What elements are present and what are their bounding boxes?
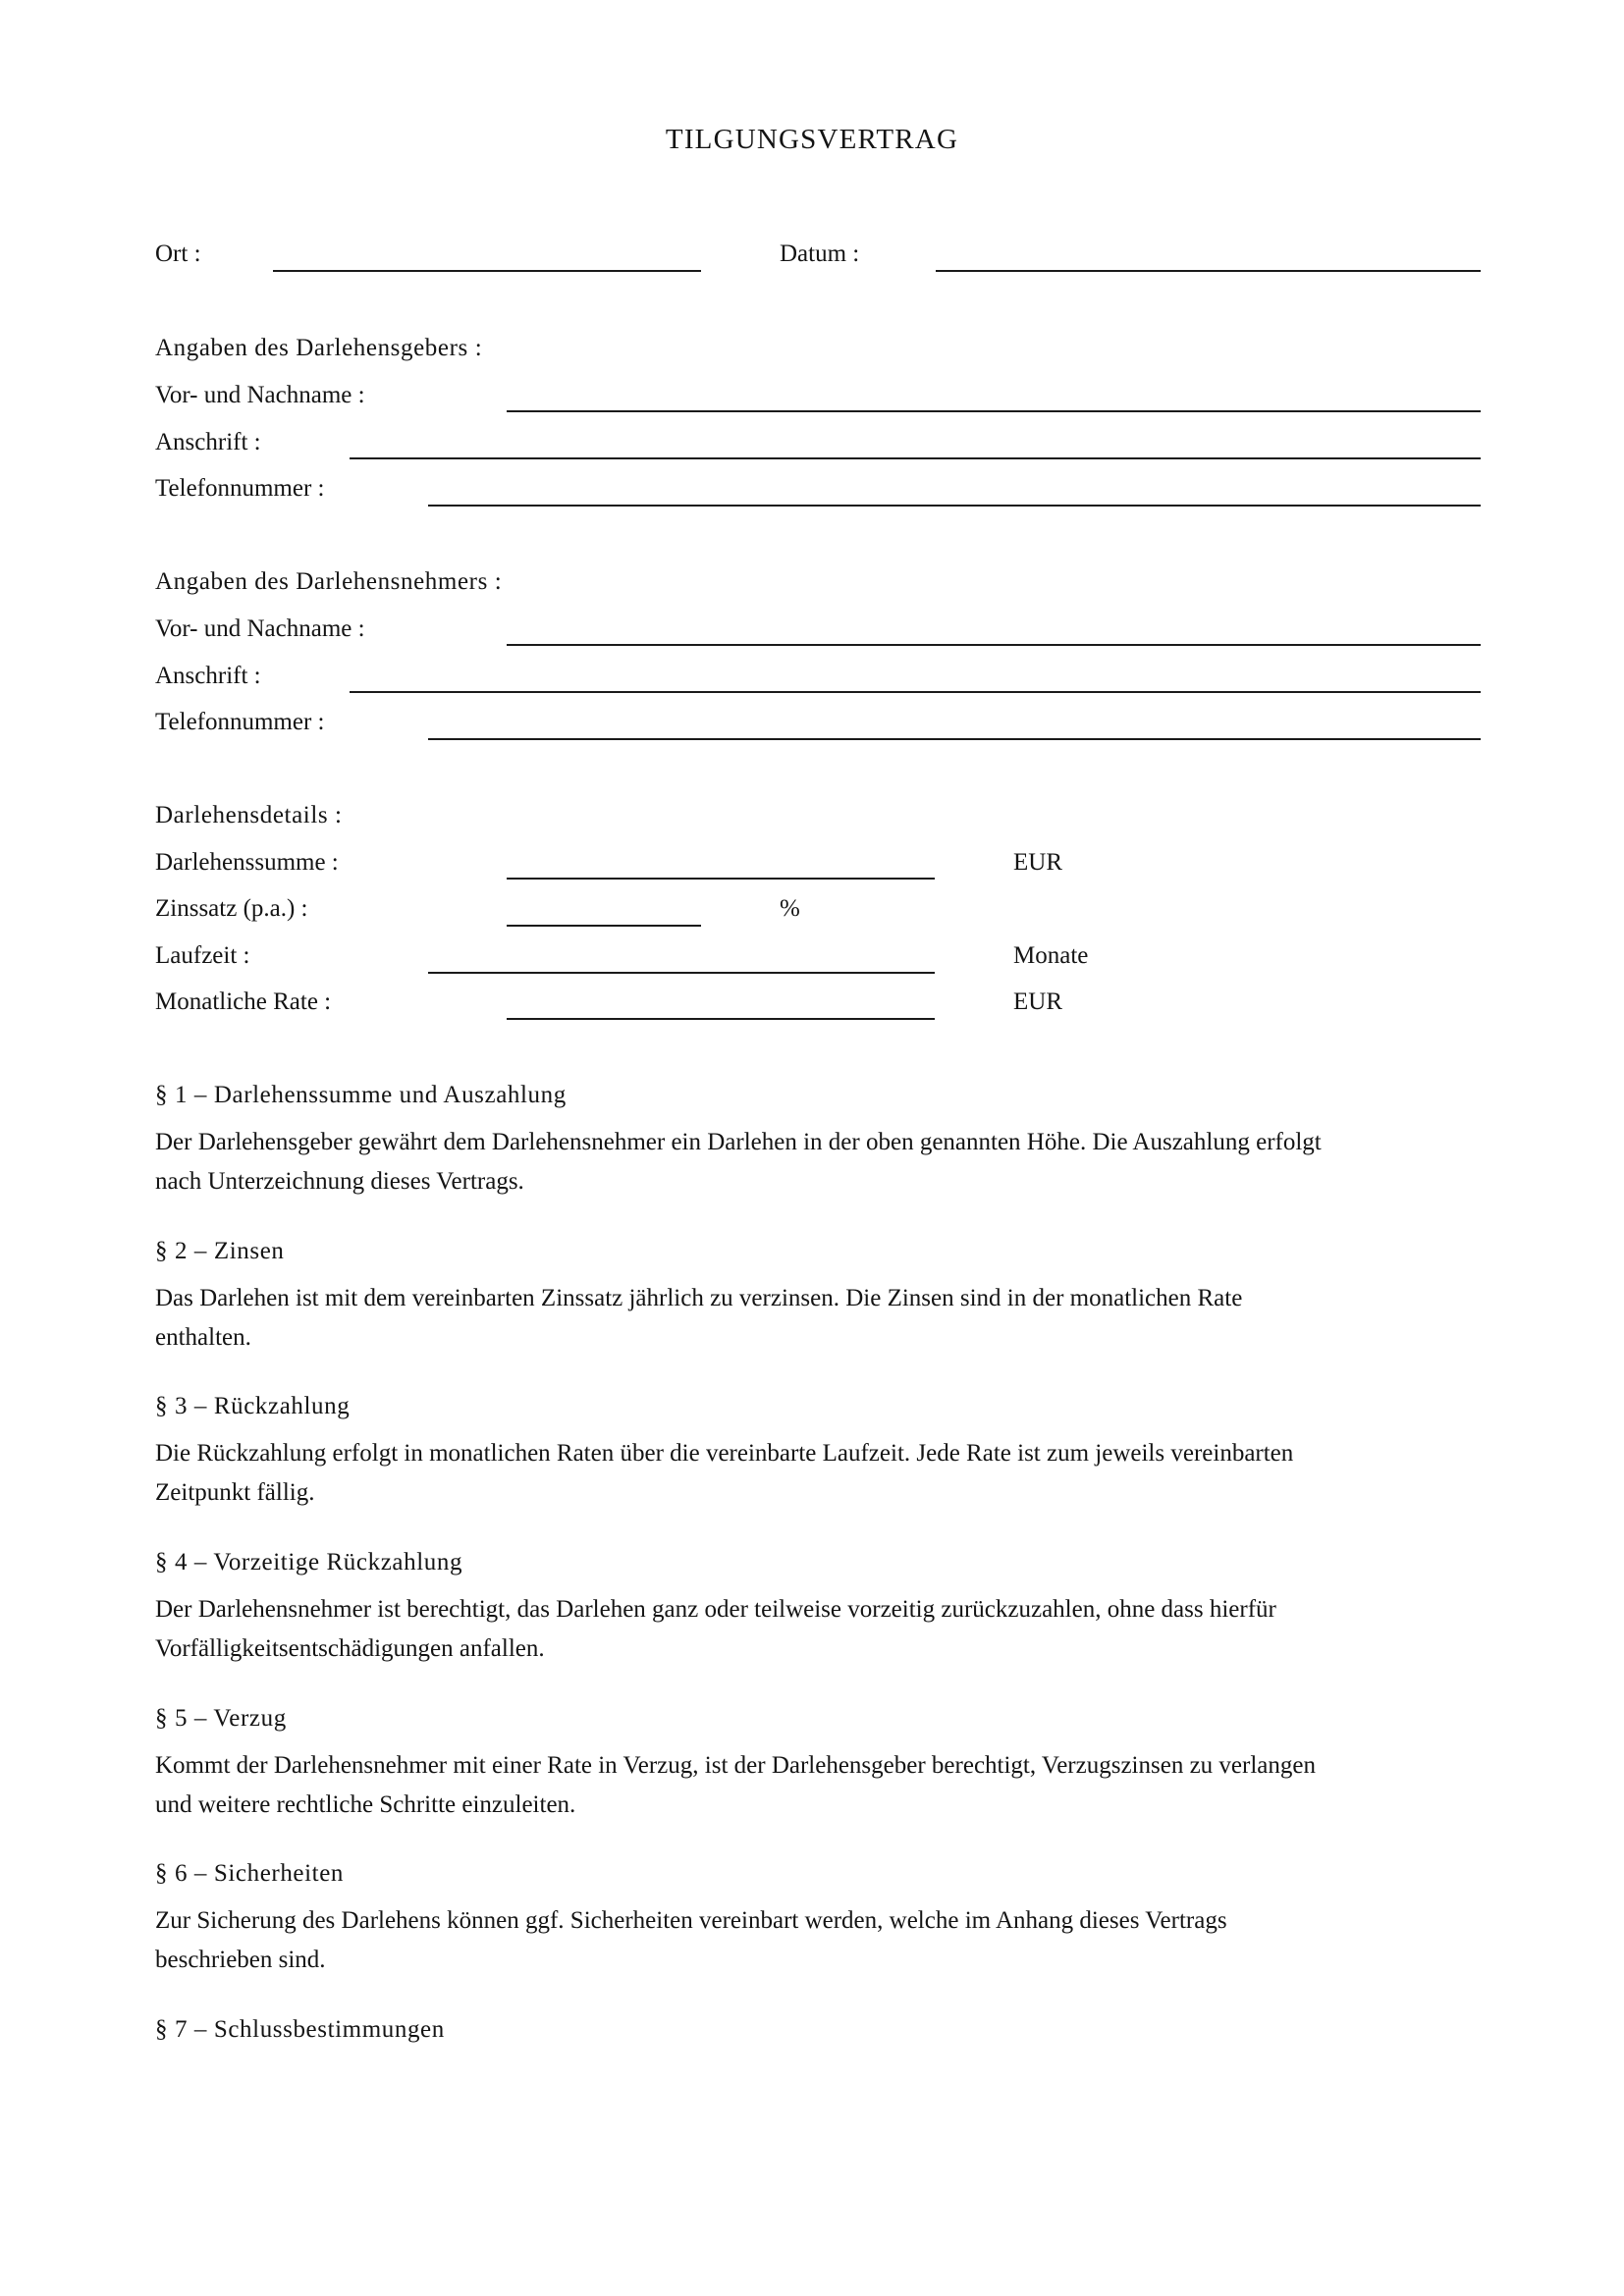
lender-phone-field[interactable] — [428, 505, 1481, 507]
borrower-address-field[interactable] — [350, 691, 1481, 693]
section-text-line: Kommt der Darlehensnehmer mit einer Rate in Verzug, ist der Darlehensgeber berechtigt, Verzugszinsen zu verlangen — [155, 1752, 1316, 1779]
borrower-name-label: Vor- und Nachname : — [155, 615, 365, 642]
monthly-installment-field[interactable] — [507, 1018, 935, 1020]
date-label: Datum : — [780, 240, 860, 267]
section-text-line: und weitere rechtliche Schritte einzuleiten. — [155, 1791, 576, 1818]
section-text-line: beschrieben sind. — [155, 1947, 326, 1973]
lender-address-label: Anschrift : — [155, 429, 261, 455]
section-heading: § 5 – Verzug — [155, 1705, 287, 1732]
place-field[interactable] — [273, 270, 701, 272]
section-text-line: Vorfälligkeitsentschädigungen anfallen. — [155, 1635, 545, 1662]
loan-amount-label: Darlehenssumme : — [155, 849, 339, 876]
section-body — [155, 1590, 1481, 1669]
section-heading: § 6 – Sicherheiten — [155, 1860, 345, 1887]
section-text-line: nach Unterzeichnung dieses Vertrags. — [155, 1168, 524, 1195]
section-heading: § 1 – Darlehenssumme und Auszahlung — [155, 1082, 567, 1108]
loan-details-heading: Darlehensdetails : — [155, 802, 343, 828]
monthly-installment-label: Monatliche Rate : — [155, 988, 332, 1015]
lender-address-field[interactable] — [350, 457, 1481, 459]
interest-rate-label: Zinssatz (p.a.) : — [155, 895, 308, 922]
section-body — [155, 1901, 1481, 1980]
section-text-line: enthalten. — [155, 1324, 251, 1351]
loan-amount-field[interactable] — [507, 878, 935, 880]
lender-phone-label: Telefonnummer : — [155, 475, 325, 502]
section-text-line: Das Darlehen ist mit dem vereinbarten Zinssatz jährlich zu verzinsen. Die Zinsen sind in der monatlichen Rate — [155, 1285, 1243, 1311]
borrower-phone-label: Telefonnummer : — [155, 709, 325, 735]
term-label: Laufzeit : — [155, 942, 250, 969]
loan-amount-unit: EUR — [1013, 849, 1062, 876]
section-body — [155, 1746, 1481, 1825]
section-heading: § 3 – Rückzahlung — [155, 1393, 351, 1419]
interest-rate-field[interactable] — [507, 925, 701, 927]
section-text-line: Zur Sicherung des Darlehens können ggf. Sicherheiten vereinbart werden, welche im Anhang dieses Vertrags — [155, 1907, 1227, 1934]
monthly-installment-unit: EUR — [1013, 988, 1062, 1015]
section-heading: § 7 – Schlussbestimmungen — [155, 2016, 445, 2043]
term-unit: Monate — [1013, 942, 1089, 969]
section-body — [155, 1434, 1481, 1513]
term-field[interactable] — [428, 972, 935, 974]
section-text-line: Der Darlehensnehmer ist berechtigt, das Darlehen ganz oder teilweise vorzeitig zurückzuzahlen, ohne dass hierfür — [155, 1596, 1276, 1623]
section-body — [155, 1123, 1481, 1201]
section-heading: § 4 – Vorzeitige Rückzahlung — [155, 1549, 463, 1575]
interest-rate-unit: % — [780, 895, 800, 922]
section-text-line: Die Rückzahlung erfolgt in monatlichen Raten über die vereinbarte Laufzeit. Jede Rate ist zum jeweils vereinbarten — [155, 1440, 1294, 1467]
section-body — [155, 1279, 1481, 1358]
borrower-heading: Angaben des Darlehensnehmers : — [155, 568, 503, 595]
document-title: TILGUNGSVERTRAG — [665, 124, 959, 155]
section-text-line: Zeitpunkt fällig. — [155, 1479, 315, 1506]
borrower-name-field[interactable] — [507, 644, 1481, 646]
date-field[interactable] — [936, 270, 1481, 272]
borrower-phone-field[interactable] — [428, 738, 1481, 740]
section-heading: § 2 – Zinsen — [155, 1238, 285, 1264]
borrower-address-label: Anschrift : — [155, 663, 261, 689]
lender-heading: Angaben des Darlehensgebers : — [155, 335, 483, 361]
section-text-line: Der Darlehensgeber gewährt dem Darlehensnehmer ein Darlehen in der oben genannten Höhe. Die Auszahlung erfolgt — [155, 1129, 1322, 1155]
lender-name-label: Vor- und Nachname : — [155, 382, 365, 408]
lender-name-field[interactable] — [507, 410, 1481, 412]
place-label: Ort : — [155, 240, 201, 267]
